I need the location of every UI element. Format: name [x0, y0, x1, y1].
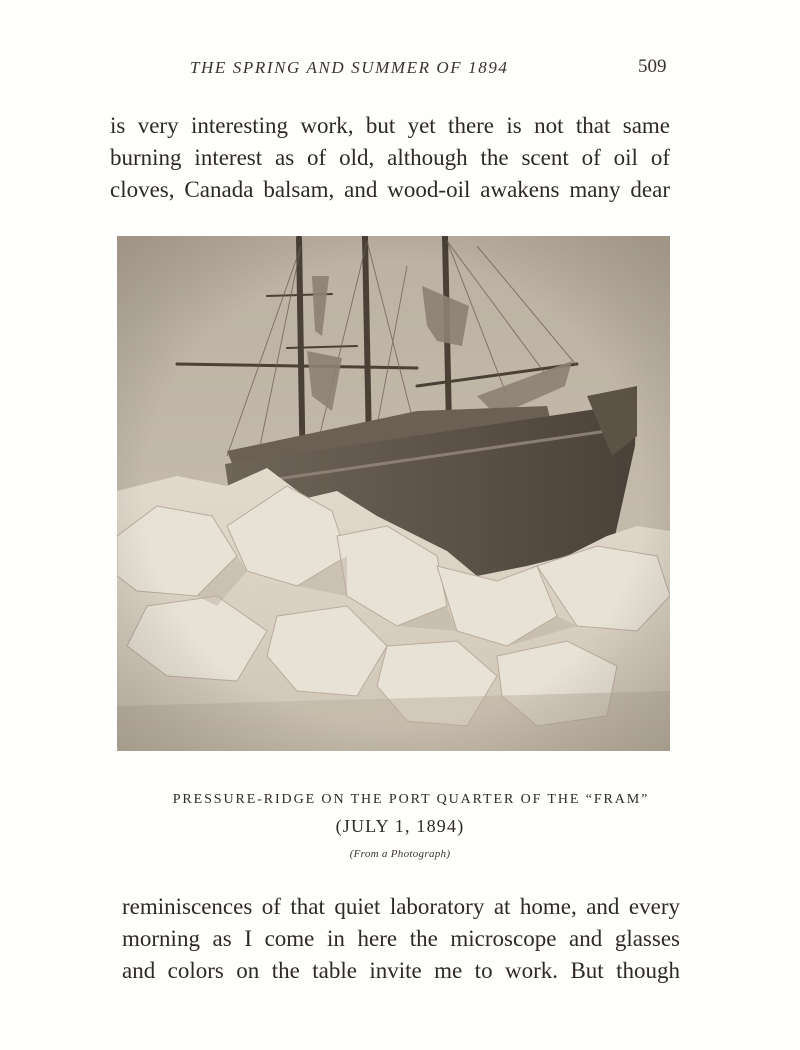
text-line: is very interesting work, but yet there is not that same	[110, 113, 670, 138]
running-head: THE SPRING AND SUMMER OF 1894	[190, 58, 509, 77]
photograph-illustration	[117, 236, 670, 751]
text-line: morning as I come in here the microscope and glasses	[122, 926, 680, 951]
text-line: and colors on the table invite me to work. But though	[122, 958, 680, 983]
figure-caption-text: PRESSURE-RIDGE ON THE PORT QUARTER OF THE “FRAM”	[172, 792, 650, 807]
ship-in-ice-photograph	[117, 236, 670, 751]
page-number: 509	[638, 56, 667, 77]
top-paragraph	[110, 110, 670, 206]
figure-date: (JULY 1, 1894)	[335, 816, 465, 836]
text-line: cloves, Canada balsam, and wood-oil awakens many dear	[110, 177, 670, 202]
text-line: burning interest as of old, although the scent of oil of	[110, 145, 670, 170]
text-line: reminiscences of that quiet laboratory at home, and every	[122, 894, 680, 919]
figure-caption	[0, 792, 800, 808]
bottom-paragraph	[122, 891, 680, 987]
figure-source: (From a Photograph)	[349, 848, 451, 860]
